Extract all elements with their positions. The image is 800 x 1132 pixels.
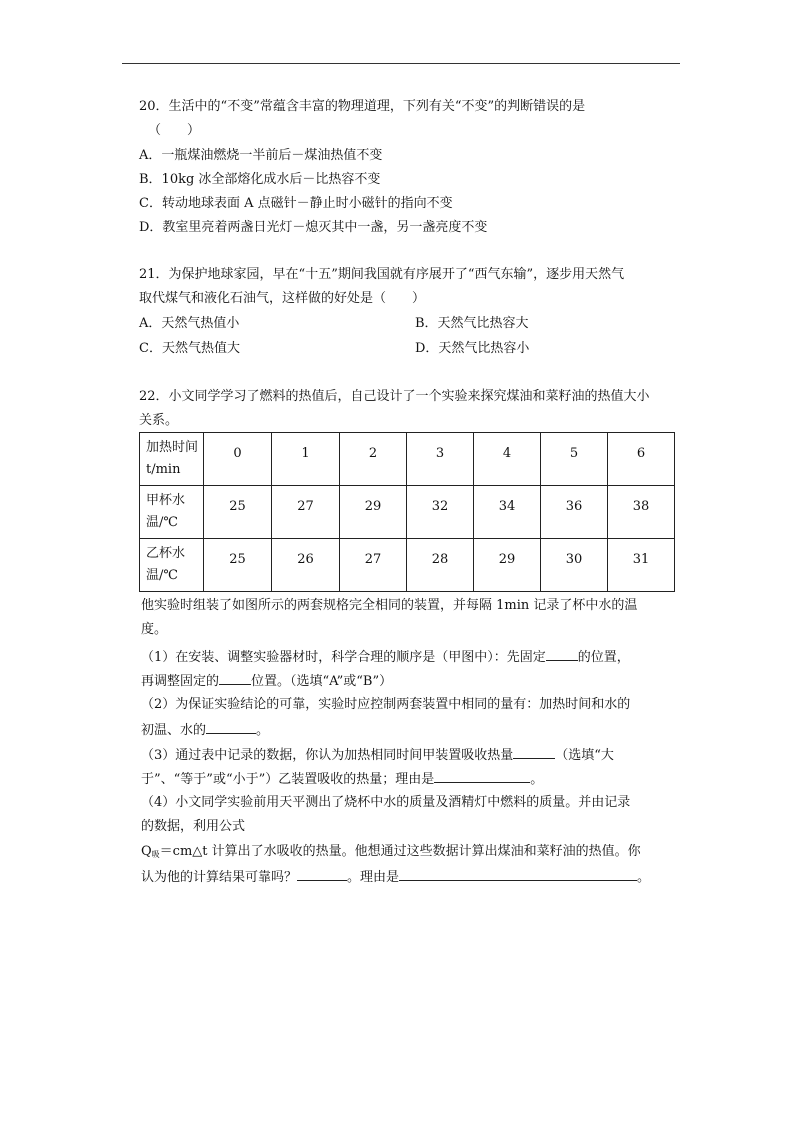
table-cell: 0 — [204, 433, 272, 486]
row-header: 甲杯水 温/℃ — [140, 486, 204, 539]
q22-part4-line4: 认为他的计算结果可靠吗？ 。理由是 。 — [141, 867, 650, 887]
q22-part3-line1: （3）通过表中记录的数据，你认为加热相同时间甲装置吸收热量 （选填“大 — [141, 745, 614, 765]
table-cell: 30 — [541, 539, 608, 592]
answer-blank[interactable] — [297, 867, 347, 881]
q21-option-c: C．天然气热值大 — [139, 341, 240, 356]
q20-option-d: D．教室里亮着两盏日光灯－熄灭其中一盏，另一盏亮度不变 — [139, 220, 488, 235]
table-cell: 27 — [272, 486, 340, 539]
table-cell: 34 — [474, 486, 541, 539]
q20-paren: （ ） — [148, 123, 201, 138]
table-row — [140, 486, 675, 539]
q20-option-b: B．10kg 冰全部熔化成水后－比热容不变 — [139, 172, 381, 187]
q22-after-line1: 他实验时组装了如图所示的两套规格完全相同的装置，并每隔 1min 记录了杯中水的温 — [141, 598, 638, 613]
answer-blank[interactable] — [206, 720, 256, 734]
q21-stem-line1: 21．为保护地球家园，早在“十五”期间我国就有序展开了“西气东输”，逐步用天然气 — [139, 267, 625, 282]
q22-part4-line3: $Q_吸=cm\triangle t$ 计算出了水吸收的热量。他想通过这些数据计算出煤油和菜籽油的热值。你 — [141, 844, 641, 859]
q21-option-a: A．天然气热值小 — [139, 316, 240, 331]
table-row — [140, 539, 675, 592]
table-cell: 3 — [407, 433, 474, 486]
q22-part1-line2: 再调整固定的 位置。（选填“A”或“B”） — [141, 671, 392, 691]
table-cell: 6 — [608, 433, 675, 486]
table-cell: 31 — [608, 539, 675, 592]
q21-stem-line2: 取代煤气和液化石油气，这样做的好处是（ ） — [139, 291, 426, 306]
q21-option-d: D．天然气比热容小 — [415, 341, 530, 356]
answer-blank[interactable] — [546, 647, 578, 661]
answer-blank[interactable] — [399, 867, 637, 881]
answer-blank[interactable] — [513, 745, 555, 759]
table-cell: 38 — [608, 486, 675, 539]
q22-part2-line2: 初温、水的 。 — [141, 720, 269, 740]
table-cell: 4 — [474, 433, 541, 486]
q22-part2-line1: （2）为保证实验结论的可靠，实验时应控制两套装置中相同的量有：加热时间和水的 — [141, 697, 631, 712]
q22-part3-line2: 于”、“等于”或“小于”）乙装置吸收的热量；理由是 。 — [141, 769, 543, 789]
q20-option-c: C．转动地球表面 A 点磁针－静止时小磁针的指向不变 — [139, 196, 453, 211]
table-cell: 29 — [340, 486, 407, 539]
q22-stem-line2: 关系。 — [139, 413, 179, 428]
q22-stem-line1: 22．小文同学学习了燃料的热值后，自己设计了一个实验来探究煤油和菜籽油的热值大小 — [139, 389, 650, 404]
header-rule — [122, 63, 680, 64]
q22-part4-line2: 的数据，利用公式 — [141, 819, 246, 834]
temperature-table — [139, 432, 675, 592]
table-row — [140, 433, 675, 486]
q22-part1-line1: （1）在安装、调整实验器材时，科学合理的顺序是（甲图中）：先固定 的位置， — [141, 647, 630, 667]
answer-blank[interactable] — [219, 671, 251, 685]
table-cell: 25 — [204, 539, 272, 592]
table-cell: 1 — [272, 433, 340, 486]
table-cell: 25 — [204, 486, 272, 539]
table-cell: 28 — [407, 539, 474, 592]
table-cell: 2 — [340, 433, 407, 486]
row-header: 加热时间 t/min — [140, 433, 204, 486]
q22-part4-line1: （4）小文同学实验前用天平测出了烧杯中水的质量及酒精灯中燃料的质量。并由记录 — [141, 795, 631, 810]
table-cell: 5 — [541, 433, 608, 486]
row-header: 乙杯水 温/℃ — [140, 539, 204, 592]
table-cell: 27 — [340, 539, 407, 592]
q21-option-b: B．天然气比热容大 — [415, 316, 529, 331]
table-cell: 26 — [272, 539, 340, 592]
table-cell: 29 — [474, 539, 541, 592]
q22-after-line2: 度。 — [141, 622, 168, 637]
table-cell: 36 — [541, 486, 608, 539]
table-cell: 32 — [407, 486, 474, 539]
answer-blank[interactable] — [434, 769, 530, 783]
q20-option-a: A．一瓶煤油燃烧一半前后－煤油热值不变 — [139, 148, 383, 163]
q20-stem: 20．生活中的“不变”常蕴含丰富的物理道理，下列有关“不变”的判断错误的是 — [139, 99, 586, 114]
